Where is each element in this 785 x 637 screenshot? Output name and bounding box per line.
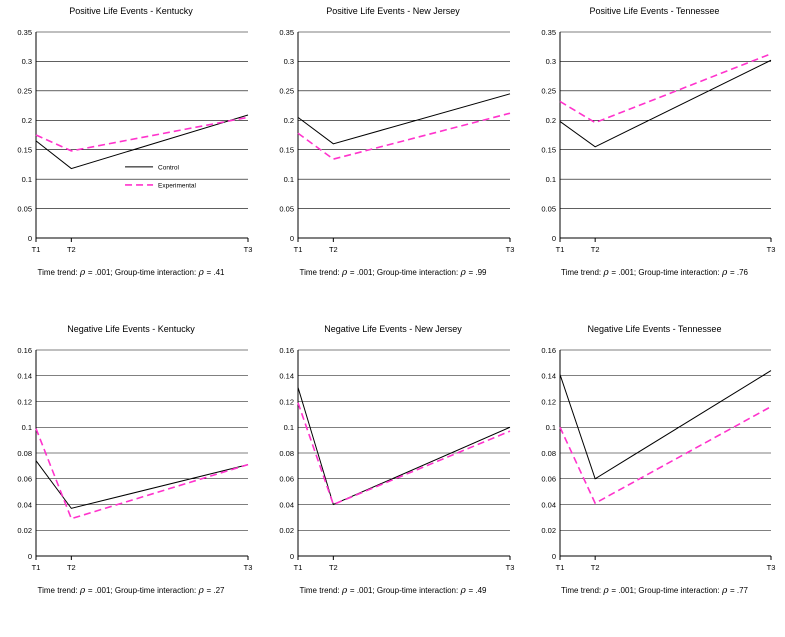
chart-caption [524, 586, 785, 596]
svg-text:0.3: 0.3 [21, 57, 32, 67]
rho-symbol-icon: ρ [603, 586, 610, 596]
caption-interaction-label: Group-time interaction: [376, 586, 459, 595]
svg-text:0.16: 0.16 [541, 345, 556, 355]
caption-interaction-value: = .49 [468, 586, 487, 595]
rho-symbol-icon: ρ [198, 268, 205, 278]
caption-time-trend-label: Time trend: [299, 268, 340, 277]
caption-interaction-label: Group-time interaction: [376, 268, 459, 277]
svg-text:T3: T3 [505, 563, 515, 572]
plot-area [524, 338, 785, 588]
svg-text:T3: T3 [766, 245, 776, 254]
caption-interaction-value: = .99 [468, 268, 487, 277]
svg-text:0.04: 0.04 [17, 500, 32, 510]
rho-symbol-icon: ρ [79, 586, 86, 596]
svg-text:T1: T1 [31, 563, 41, 572]
svg-text:0.06: 0.06 [279, 474, 294, 484]
svg-text:0.35: 0.35 [279, 27, 294, 37]
chart-title: Positive Life Events - Tennessee [589, 6, 720, 16]
svg-text:T3: T3 [243, 563, 253, 572]
chart-panel-positive-kentucky [0, 0, 262, 318]
svg-text:Experimental: Experimental [158, 182, 196, 190]
chart-title: Negative Life Events - Kentucky [67, 324, 195, 334]
caption-time-trend-value: = .001; [87, 268, 113, 277]
svg-text:T2: T2 [328, 563, 338, 572]
chart-panel-positive-tennessee [524, 0, 785, 318]
svg-text:T2: T2 [328, 245, 338, 254]
caption-time-trend-label: Time trend: [37, 586, 78, 595]
caption-interaction-value: = .41 [206, 268, 225, 277]
rho-symbol-icon: ρ [79, 268, 86, 278]
svg-text:0.35: 0.35 [541, 27, 556, 37]
caption-time-trend-value: = .001; [611, 268, 637, 277]
chart-title: Negative Life Events - New Jersey [324, 324, 462, 334]
caption-interaction-value: = .27 [206, 586, 225, 595]
rho-symbol-icon: ρ [721, 586, 728, 596]
plot-area [0, 338, 262, 588]
svg-text:0.05: 0.05 [17, 204, 32, 214]
svg-text:0: 0 [27, 233, 32, 243]
svg-text:0.06: 0.06 [17, 474, 32, 484]
svg-text:0.3: 0.3 [545, 57, 556, 67]
svg-text:0.04: 0.04 [279, 500, 294, 510]
caption-time-trend-value: = .001; [87, 586, 113, 595]
caption-interaction-label: Group-time interaction: [114, 268, 197, 277]
svg-text:0.15: 0.15 [17, 145, 32, 155]
svg-text:0.14: 0.14 [541, 371, 556, 381]
caption-time-trend-value: = .001; [611, 586, 637, 595]
svg-text:0.1: 0.1 [283, 174, 294, 184]
chart-title: Positive Life Events - Kentucky [69, 6, 193, 16]
plot-area [0, 20, 262, 270]
rho-symbol-icon: ρ [460, 268, 467, 278]
svg-text:0.25: 0.25 [17, 86, 32, 96]
svg-text:T1: T1 [31, 245, 41, 254]
svg-text:0.15: 0.15 [541, 145, 556, 155]
svg-text:0: 0 [289, 233, 294, 243]
chart-panel-negative-new-jersey [262, 318, 524, 637]
svg-text:0.1: 0.1 [283, 423, 294, 433]
svg-text:T2: T2 [590, 563, 600, 572]
svg-text:0.14: 0.14 [279, 371, 294, 381]
svg-text:0: 0 [551, 551, 556, 561]
svg-text:0.1: 0.1 [545, 423, 556, 433]
svg-text:0: 0 [289, 551, 294, 561]
chart-caption [0, 586, 262, 596]
rho-symbol-icon: ρ [721, 268, 728, 278]
svg-text:0.1: 0.1 [21, 174, 32, 184]
svg-text:0.25: 0.25 [541, 86, 556, 96]
svg-text:0.08: 0.08 [279, 448, 294, 458]
chart-panel-positive-new-jersey [262, 0, 524, 318]
caption-time-trend-value: = .001; [349, 268, 375, 277]
svg-text:T2: T2 [66, 245, 76, 254]
svg-text:T2: T2 [66, 563, 76, 572]
svg-text:T1: T1 [293, 245, 303, 254]
svg-text:0.12: 0.12 [17, 397, 32, 407]
svg-text:0: 0 [27, 551, 32, 561]
plot-area [524, 20, 785, 270]
svg-text:0.02: 0.02 [279, 526, 294, 536]
svg-text:0.1: 0.1 [21, 423, 32, 433]
svg-text:T1: T1 [555, 563, 565, 572]
svg-text:0.15: 0.15 [279, 145, 294, 155]
chart-title: Negative Life Events - Tennessee [587, 324, 722, 334]
caption-time-trend-label: Time trend: [37, 268, 78, 277]
chart-caption [262, 586, 524, 596]
svg-text:0.2: 0.2 [283, 116, 294, 126]
svg-text:T1: T1 [293, 563, 303, 572]
svg-text:T3: T3 [243, 245, 253, 254]
plot-area [262, 338, 524, 588]
svg-text:0.2: 0.2 [21, 116, 32, 126]
svg-text:0.06: 0.06 [541, 474, 556, 484]
svg-text:0.3: 0.3 [283, 57, 294, 67]
svg-text:0.16: 0.16 [17, 345, 32, 355]
svg-text:0.04: 0.04 [541, 500, 556, 510]
plot-area [262, 20, 524, 270]
chart-panel-negative-tennessee [524, 318, 785, 637]
svg-text:0.25: 0.25 [279, 86, 294, 96]
caption-time-trend-value: = .001; [349, 586, 375, 595]
chart-panel-negative-kentucky [0, 318, 262, 637]
svg-text:0.02: 0.02 [541, 526, 556, 536]
caption-interaction-label: Group-time interaction: [638, 268, 720, 277]
svg-text:0.02: 0.02 [17, 526, 32, 536]
chart-caption [0, 268, 262, 278]
svg-text:0.1: 0.1 [545, 174, 556, 184]
chart-title: Positive Life Events - New Jersey [326, 6, 460, 16]
caption-time-trend-label: Time trend: [299, 586, 340, 595]
svg-text:Control: Control [158, 164, 180, 172]
svg-text:0.08: 0.08 [541, 448, 556, 458]
svg-text:T1: T1 [555, 245, 565, 254]
rho-symbol-icon: ρ [198, 586, 205, 596]
caption-interaction-label: Group-time interaction: [114, 586, 197, 595]
svg-text:0.14: 0.14 [17, 371, 32, 381]
caption-interaction-value: = .76 [729, 268, 748, 277]
svg-text:0.2: 0.2 [545, 116, 556, 126]
chart-caption [262, 268, 524, 278]
svg-text:0.16: 0.16 [279, 345, 294, 355]
svg-text:0.35: 0.35 [17, 27, 32, 37]
svg-text:0.05: 0.05 [279, 204, 294, 214]
svg-text:T2: T2 [590, 245, 600, 254]
rho-symbol-icon: ρ [460, 586, 467, 596]
caption-time-trend-label: Time trend: [560, 268, 602, 277]
rho-symbol-icon: ρ [603, 268, 610, 278]
svg-text:T3: T3 [766, 563, 776, 572]
caption-interaction-label: Group-time interaction: [638, 586, 720, 595]
rho-symbol-icon: ρ [341, 268, 348, 278]
svg-text:0.08: 0.08 [17, 448, 32, 458]
svg-text:0.12: 0.12 [541, 397, 556, 407]
svg-text:0.05: 0.05 [541, 204, 556, 214]
chart-caption [524, 268, 785, 278]
svg-text:0.12: 0.12 [279, 397, 294, 407]
svg-text:T3: T3 [505, 245, 515, 254]
svg-text:0: 0 [551, 233, 556, 243]
caption-interaction-value: = .77 [729, 586, 748, 595]
rho-symbol-icon: ρ [341, 586, 348, 596]
caption-time-trend-label: Time trend: [560, 586, 602, 595]
